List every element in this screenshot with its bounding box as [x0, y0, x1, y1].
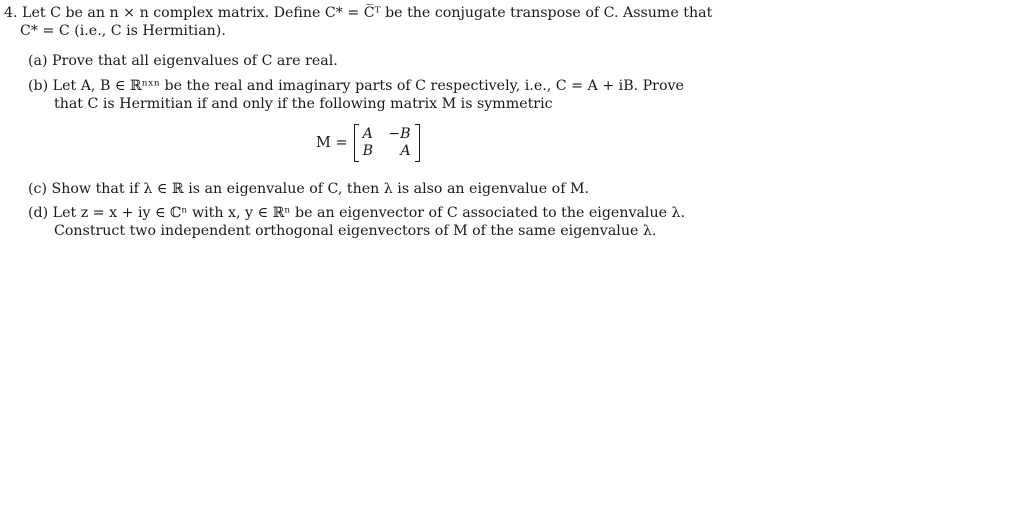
part-b-line-2: that C is Hermitian if and only if the following matrix M is symmetric [54, 96, 553, 112]
matrix-entry-r2c2: A [400, 143, 411, 159]
part-c: (c) Show that if λ ∈ ℝ is an eigenvalue of C, then λ is also an eigenvalue of M. [28, 181, 589, 197]
part-b-line-1: (b) Let A, B ∈ ℝⁿˣⁿ be the real and imaginary parts of C respectively, i.e., C = A + iB. Prove [28, 78, 684, 94]
part-a: (a) Prove that all eigenvalues of C are real. [28, 53, 338, 69]
matrix-entry-r1c2: −B [388, 126, 411, 142]
problem-statement-line-2: C* = C (i.e., C is Hermitian). [20, 23, 226, 39]
matrix-entry-r1c1: A [362, 126, 373, 142]
matrix-lhs: M = [316, 135, 348, 151]
problem-statement-line-1: 4. Let C be an n × n complex matrix. Define C* = C̅ᵀ be the conjugate transpose of C. Assume that [4, 5, 713, 21]
matrix-entry-r2c1: B [362, 143, 374, 159]
part-d-line-2: Construct two independent orthogonal eigenvectors of M of the same eigenvalue λ. [54, 223, 657, 239]
right-bracket [415, 124, 420, 162]
matrix-equation [316, 124, 420, 162]
part-d-line-1: (d) Let z = x + iy ∈ ℂⁿ with x, y ∈ ℝⁿ be an eigenvector of C associated to the eigenvalue λ. [28, 205, 686, 221]
matrix-body [359, 126, 415, 160]
